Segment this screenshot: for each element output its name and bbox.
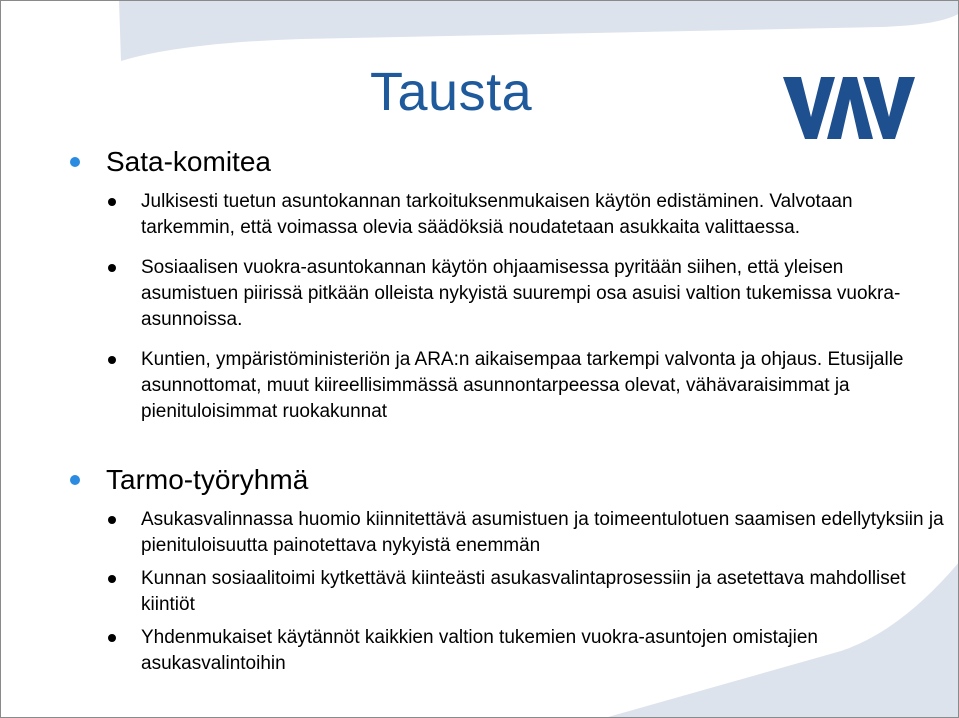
section-heading <box>64 464 944 496</box>
bullet-dot <box>108 575 116 583</box>
list-item <box>64 625 944 677</box>
section-heading <box>64 146 944 178</box>
list-item-text: Asukasvalinnassa huomio kiinnitettävä asumistuen ja toimeentulotuen saamisen edellytyksiin ja pienituloisuutta painotettava nykyistä enemmän <box>141 509 944 556</box>
bullet-dot <box>108 516 116 524</box>
list-item-text: Julkisesti tuetun asuntokannan tarkoituksenmukaisen käytön edistäminen. Valvotaan tarkemmin, että voimassa olevia säädöksiä noudatetaan asukkaita valittaessa. <box>141 191 853 238</box>
bullet-dot <box>70 157 80 167</box>
list-item <box>64 566 944 618</box>
section-heading-text: Tarmo-työryhmä <box>106 464 309 495</box>
top-decor-band <box>119 1 959 61</box>
list-item <box>64 347 944 425</box>
section-heading-text: Sata-komitea <box>106 146 271 177</box>
slide-title: Tausta <box>370 62 533 122</box>
list-item-text: Yhdenmukaiset käytännöt kaikkien valtion tukemien vuokra-asuntojen omistajien asukasvalintoihin <box>141 627 818 674</box>
list-item <box>64 255 944 333</box>
bullet-list <box>64 189 944 425</box>
bullet-dot <box>108 634 116 642</box>
list-item-text: Sosiaalisen vuokra-asuntokannan käytön ohjaamisessa pyritään siihen, että yleisen asumistuen piirissä pitkään olleista nykyistä suurempi osa asuisi valtion tukemissa vuokra-asunnoissa. <box>141 257 901 330</box>
bullet-dot <box>70 475 80 485</box>
bullet-dot <box>108 198 116 206</box>
section-tarmo-tyoryhma <box>64 464 944 677</box>
vav-logo <box>783 77 915 139</box>
list-item <box>64 507 944 559</box>
list-item-text: Kunnan sosiaalitoimi kytkettävä kiinteästi asukasvalintaprosessiin ja asetettava mahdolliset kiintiöt <box>141 568 906 615</box>
bullet-list <box>64 507 944 677</box>
list-item-text: Kuntien, ympäristöministeriön ja ARA:n aikaisempaa tarkempi valvonta ja ohjaus. Etusijalle asunnottomat, muut kiireellisimmässä asunnontarpeessa olevat, vähävaraisimmat ja pienituloisimmat ruokakunnat <box>141 349 904 422</box>
section-sata-komitea <box>64 146 944 425</box>
list-item <box>64 189 944 241</box>
bullet-dot <box>108 356 116 364</box>
bullet-dot <box>108 264 116 272</box>
